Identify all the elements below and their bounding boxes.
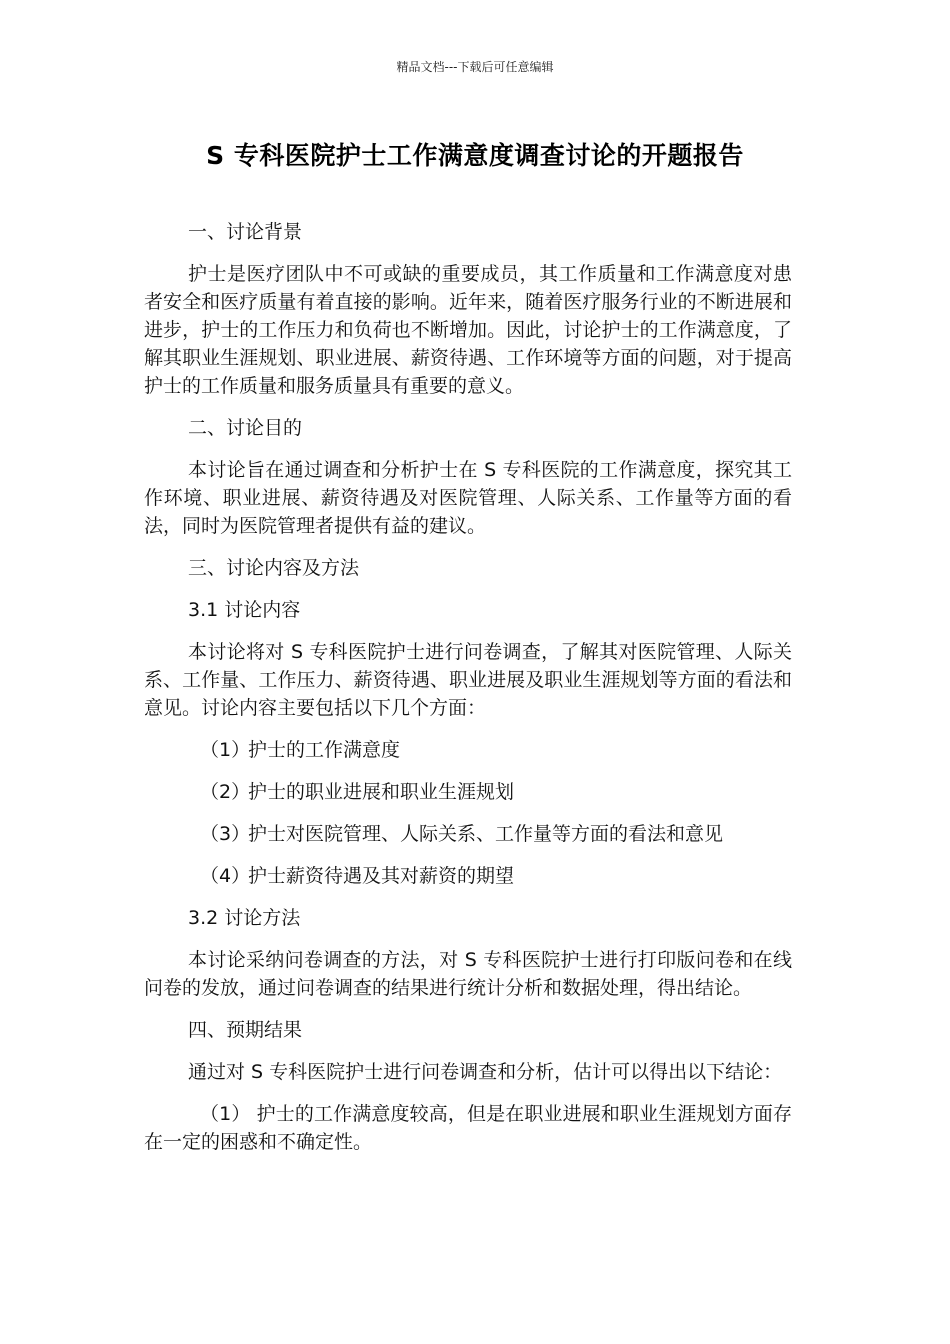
list-item [144, 778, 792, 806]
list-item [144, 736, 792, 764]
document-title: S 专科医院护士工作满意度调查讨论的开题报告 [206, 141, 744, 170]
paragraph-background: 护士是医疗团队中不可或缺的重要成员，其工作质量和工作满意度对患者安全和医疗质量有着直接的影响。近年来，随着医疗服务行业的不断进展和进步，护士的工作压力和负荷也不断增加。因此，讨论护士的工作满意度，了解其职业生涯规划、职业进展、薪资待遇、工作环境等方面的问题，对于提高护士的工作质量和服务质量具有重要的意义。 [144, 263, 792, 397]
section-heading-purpose: 二、讨论目的 [188, 417, 303, 439]
list-item-text: 护士对医院管理、人际关系、工作量等方面的看法和意见 [248, 823, 724, 845]
list-item-result-1: （1） 护士的工作满意度较高，但是在职业进展和职业生涯规划方面存在一定的困惑和不确定性。 [144, 1103, 792, 1153]
section-heading-background: 一、讨论背景 [188, 221, 303, 243]
section-heading-content-method: 三、讨论内容及方法 [188, 557, 360, 579]
list-item-text: 护士的工作满意度 [248, 739, 401, 761]
paragraph-content: 本讨论将对 S 专科医院护士进行问卷调查，了解其对医院管理、人际关系、工作量、工作压力、薪资待遇、职业进展及职业生涯规划等方面的看法和意见。讨论内容主要包括以下几个方面： [144, 641, 792, 719]
list-item-number: （3） [200, 823, 251, 845]
paragraph-expected-results: 通过对 S 专科医院护士进行问卷调查和分析，估计可以得出以下结论： [188, 1061, 783, 1083]
list-item-text: 护士的职业进展和职业生涯规划 [248, 781, 515, 803]
paragraph-purpose: 本讨论旨在通过调查和分析护士在 S 专科医院的工作满意度，探究其工作环境、职业进展、薪资待遇及对医院管理、人际关系、工作量等方面的看法，同时为医院管理者提供有益的建议。 [144, 459, 792, 537]
list-item-text: 护士薪资待遇及其对薪资的期望 [248, 865, 515, 887]
list-item-number: （2） [200, 781, 251, 803]
document-body [144, 218, 792, 1170]
list-item [144, 862, 792, 890]
subsection-heading-method: 3.2 讨论方法 [188, 907, 301, 929]
paragraph-method: 本讨论采纳问卷调查的方法，对 S 专科医院护士进行打印版问卷和在线问卷的发放，通过问卷调查的结果进行统计分析和数据处理，得出结论。 [144, 949, 792, 999]
subsection-heading-content: 3.1 讨论内容 [188, 599, 301, 621]
list-item [144, 820, 792, 848]
list-item-number: （1） [200, 739, 251, 761]
list-item-number: （4） [200, 865, 251, 887]
section-heading-expected-results: 四、预期结果 [188, 1019, 303, 1041]
page-header: 精品文档---下载后可任意编辑 [396, 60, 554, 74]
